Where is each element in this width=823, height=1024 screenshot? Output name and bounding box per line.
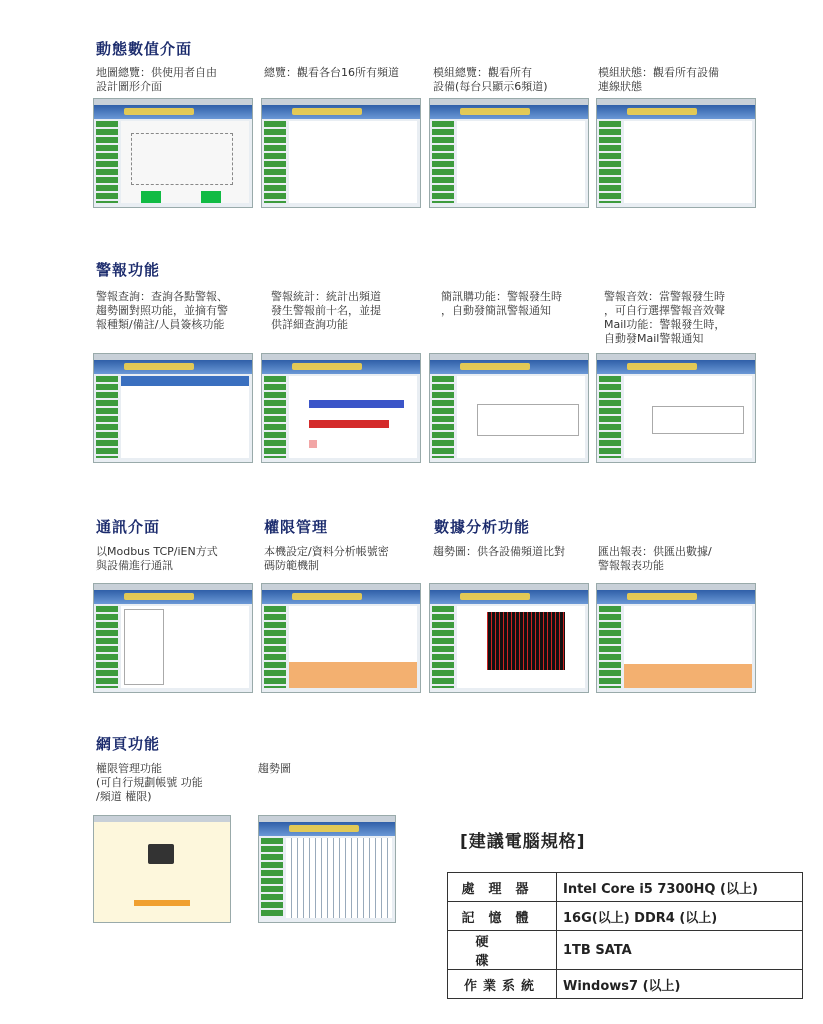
section-title-perm: 權限管理	[264, 518, 329, 536]
screenshot-web-trend	[258, 815, 396, 923]
spec-row	[448, 902, 803, 931]
desc-module-status: 模組狀態：觀看所有設備 連線狀態	[598, 66, 719, 93]
screenshot-trend	[429, 583, 589, 693]
section-title-web: 網頁功能	[96, 735, 161, 753]
spec-row	[448, 931, 803, 970]
spec-value: Windows7 (以上)	[557, 970, 803, 999]
spec-key: 記憶體	[448, 902, 557, 931]
screenshot-export	[596, 583, 756, 693]
spec-key: 作業系統	[448, 970, 557, 999]
desc-sms: 簡訊購功能：警報發生時 ，自動發簡訊警報通知	[441, 290, 562, 317]
screenshot-alarm-query	[93, 353, 253, 463]
screenshot-perm	[261, 583, 421, 693]
desc-web-perm: 權限管理功能 (可自行規劃帳號 功能 /頻道 權限)	[96, 762, 203, 803]
desc-web-trend: 趨勢圖	[258, 762, 291, 775]
screenshot-alarm-stats	[261, 353, 421, 463]
desc-alarm-sound-mail: 警報音效：當警報發生時 ，可自行選擇警報音效聲 Mail功能：警報發生時， 自動發Mail警報通知	[604, 290, 726, 345]
screenshot-sms	[429, 353, 589, 463]
desc-perm: 本機設定/資料分析帳號密 碼防範機制	[264, 545, 389, 572]
spec-row	[448, 873, 803, 902]
section-title-analysis: 數據分析功能	[434, 518, 531, 536]
spec-row	[448, 970, 803, 999]
screenshot-map-overview	[93, 98, 253, 208]
section-title-dynamic: 動態數值介面	[96, 40, 193, 58]
screenshot-comm	[93, 583, 253, 693]
desc-export: 匯出報表：供匯出數據/ 警報報表功能	[598, 545, 712, 572]
spec-key: 處理器	[448, 873, 557, 902]
spec-value: 1TB SATA	[557, 931, 803, 970]
desc-map-overview: 地圖總覽：供使用者自由 設計圖形介面	[96, 66, 217, 93]
spec-table	[447, 872, 803, 999]
screenshot-overview	[261, 98, 421, 208]
spec-title: [建議電腦規格]	[460, 832, 586, 852]
section-title-comm: 通訊介面	[96, 518, 161, 536]
spec-value: 16G(以上) DDR4 (以上)	[557, 902, 803, 931]
screenshot-module-overview	[429, 98, 589, 208]
screenshot-alarm-sound	[596, 353, 756, 463]
screenshot-module-status	[596, 98, 756, 208]
desc-alarm-query: 警報查詢：查詢各點警報、 趨勢圖對照功能，並摘有警 報種類/備註/人員簽核功能	[96, 290, 228, 331]
desc-overview: 總覽：觀看各台16所有頻道	[264, 66, 399, 79]
desc-alarm-stats: 警報統計：統計出頻道 發生警報前十名，並提 供詳細查詢功能	[271, 290, 381, 331]
desc-trend: 趨勢圖：供各設備頻道比對	[433, 545, 565, 558]
spec-key: 硬碟	[448, 931, 557, 970]
screenshot-web-login	[93, 815, 231, 923]
desc-module-overview: 模組總覽：觀看所有 設備(每台只顯示6頻道)	[433, 66, 548, 93]
spec-value: Intel Core i5 7300HQ (以上)	[557, 873, 803, 902]
section-title-alarm: 警報功能	[96, 261, 161, 279]
desc-comm: 以Modbus TCP/iEN方式 與設備進行通訊	[96, 545, 218, 572]
